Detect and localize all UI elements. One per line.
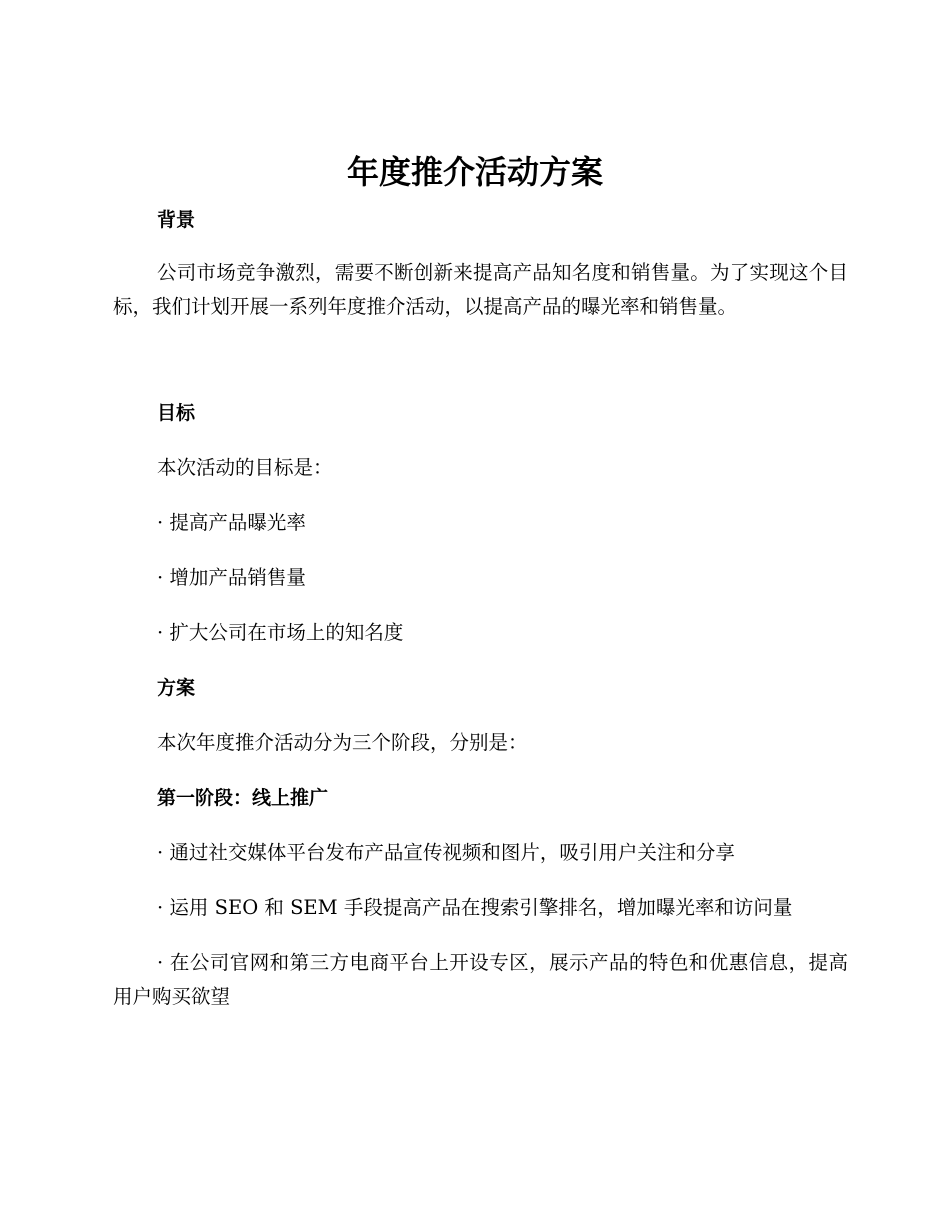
goal-item: · 增加产品销售量 bbox=[157, 566, 306, 589]
goals-heading: 目标 bbox=[157, 402, 196, 424]
goal-item: · 提高产品曝光率 bbox=[157, 511, 306, 534]
phase1-item: · 运用 SEO 和 SEM 手段提高产品在搜索引擎排名，增加曝光率和访问量 bbox=[157, 896, 793, 919]
goals-intro: 本次活动的目标是： bbox=[157, 456, 333, 479]
background-heading: 背景 bbox=[157, 209, 196, 231]
phase1-item: · 在公司官网和第三方电商平台上开设专区，展示产品的特色和优惠信息，提高用户购买欲望 bbox=[113, 951, 848, 1008]
phase1-item: · 通过社交媒体平台发布产品宣传视频和图片，吸引用户关注和分享 bbox=[157, 841, 735, 864]
plan-heading: 方案 bbox=[157, 677, 196, 699]
document-title: 年度推介活动方案 bbox=[346, 153, 603, 191]
plan-intro: 本次年度推介活动分为三个阶段，分别是： bbox=[157, 731, 528, 754]
background-paragraph: 公司市场竞争激烈，需要不断创新来提高产品知名度和销售量。为了实现这个目标，我们计划开展一系列年度推介活动，以提高产品的曝光率和销售量。 bbox=[113, 261, 848, 318]
phase1-heading: 第一阶段：线上推广 bbox=[157, 787, 329, 809]
goal-item: · 扩大公司在市场上的知名度 bbox=[157, 621, 404, 644]
